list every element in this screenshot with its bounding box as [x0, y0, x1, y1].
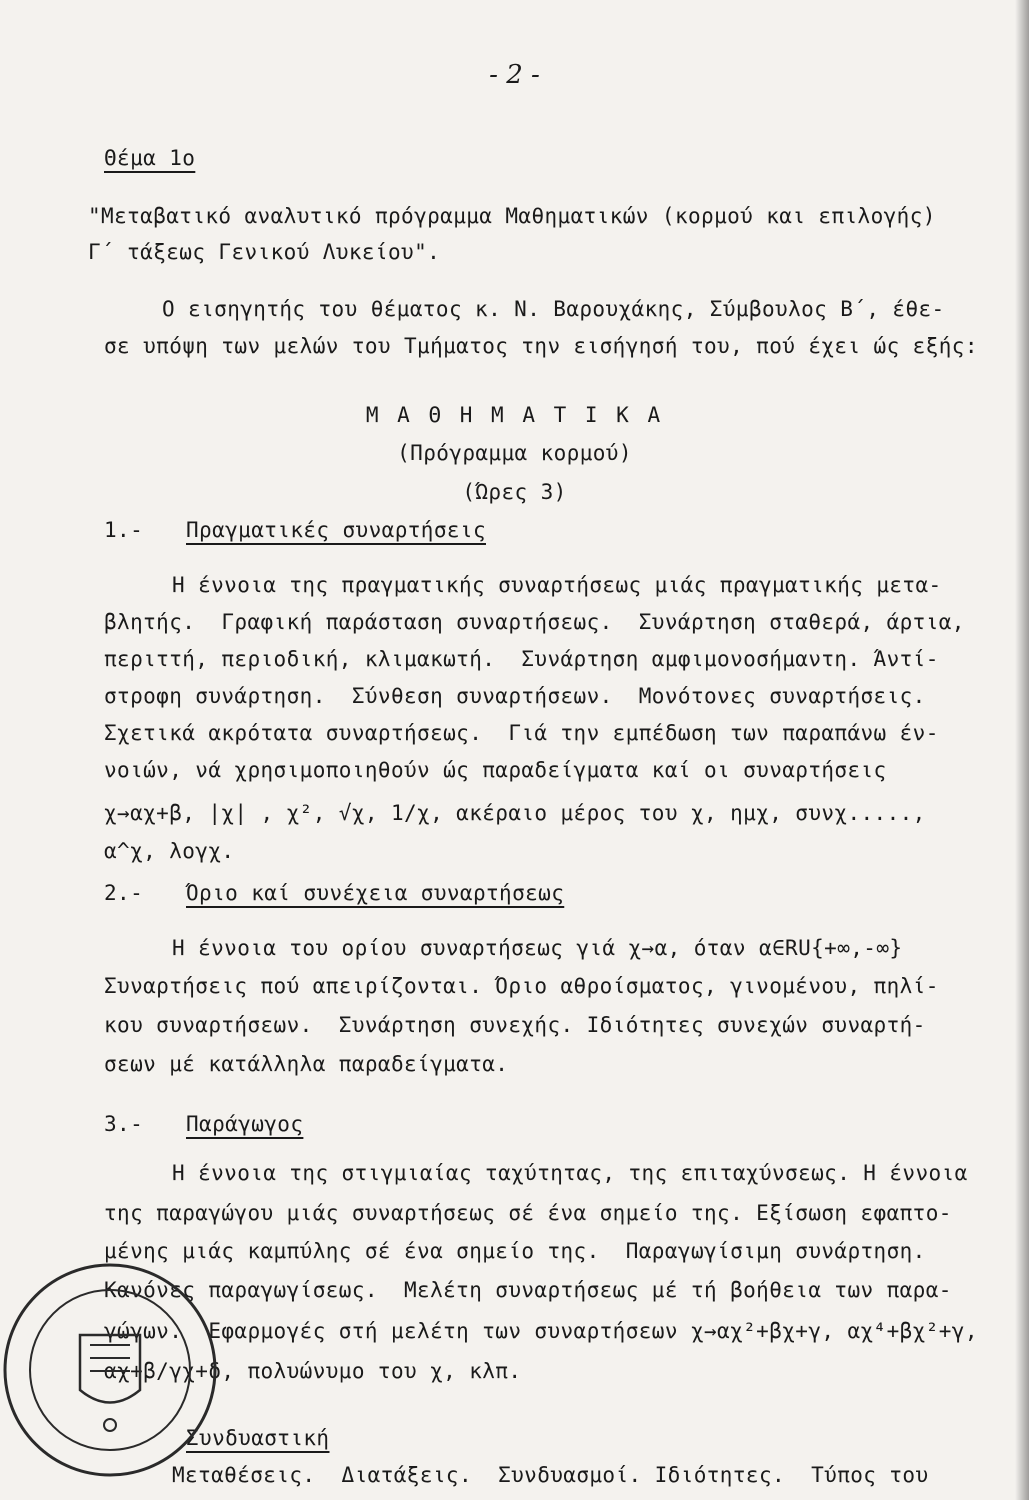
official-seal-stamp: [0, 1240, 230, 1500]
subject-heading: Θέμα 1ο: [104, 146, 196, 170]
section-1-line: στροφη συνάρτηση. Σύνθεση συναρτήσεων. Μονότονες συναρτήσεις.: [104, 684, 926, 708]
section-2-number: 2.-: [104, 881, 144, 905]
section-1-line: Η έννοια της πραγματικής συναρτήσεως μιάς πραγματικής μετα-: [172, 573, 942, 597]
section-1-line: χ→αχ+β, |χ| , χ², √χ, 1/χ, ακέραιο μέρος του χ, ημχ, συνχ.....,: [104, 801, 926, 825]
section-1-line: βλητής. Γραφική παράσταση συναρτήσεως. Συνάρτηση σταθερά, άρτια,: [104, 610, 965, 634]
section-3-line: Κανόνες παραγωγίσεως. Μελέτη συναρτήσεως μέ τή βοήθεια των παρα-: [104, 1278, 952, 1302]
section-3-line: της παραγώγου μιάς συναρτήσεως σέ ένα σημείο της. Εξίσωση εφαπτο-: [104, 1201, 952, 1225]
section-3-title: Παράγωγος: [186, 1112, 304, 1136]
report-line-2: σε υπόψη των μελών του Τμήματος την εισήγησή του, πού έχει ώς εξής:: [104, 334, 978, 358]
scan-edge-shadow: [1015, 0, 1029, 1500]
section-4-line: Μεταθέσεις. Διατάξεις. Συνδυασμοί. Ιδιότητες. Τύπος του: [172, 1463, 929, 1487]
section-2-line: κου συναρτήσεων. Συνάρτηση συνεχής. Ιδιότητες συνεχών συναρτή-: [104, 1013, 926, 1037]
section-4-title: Συνδυαστική: [186, 1426, 330, 1450]
hours-note: (Ώρες 3): [462, 480, 567, 504]
section-1-number: 1.-: [104, 518, 144, 542]
document-title: Μ Α Θ Η Μ Α Τ Ι Κ Α: [365, 403, 664, 427]
section-3-line: αχ+β/γχ+δ, πολυώνυμο του χ, κλπ.: [104, 1359, 522, 1383]
section-1-title: Πραγματικές συναρτήσεις: [186, 518, 486, 542]
section-3-number: 3.-: [104, 1112, 144, 1136]
page-number: - 2 -: [489, 60, 540, 90]
section-2-line: Η έννοια του ορίου συναρτήσεως γιά χ→α, όταν α∈RU{+∞,-∞}: [172, 936, 903, 960]
section-3-line: γώγων. Εφαρμογές στή μελέτη των συναρτήσεων χ→αχ²+βχ+γ, αχ⁴+βχ²+γ,: [104, 1319, 978, 1343]
document-subtitle: (Πρόγραμμα κορμού): [397, 441, 632, 465]
intro-line-1: "Μεταβατικό αναλυτικό πρόγραμμα Μαθηματικών (κορμού και επιλογής): [88, 204, 936, 228]
section-1-line: Σχετικά ακρότατα συναρτήσεως. Γιά την εμπέδωση των παραπάνω έν-: [104, 721, 939, 745]
intro-line-2: Γ΄ τάξεως Γενικού Λυκείου".: [88, 240, 441, 264]
section-2-title: Όριο καί συνέχεια συναρτήσεως: [186, 881, 565, 905]
section-3-line: Η έννοια της στιγμιαίας ταχύτητας, της επιταχύνσεως. Η έννοια: [172, 1161, 968, 1185]
section-3-line: μένης μιάς καμπύλης σέ ένα σημείο της. Παραγωγίσιμη συνάρτηση.: [104, 1239, 926, 1263]
section-2-line: σεων μέ κατάλληλα παραδείγματα.: [104, 1052, 509, 1076]
section-1-line: νοιών, νά χρησιμοποιηθούν ώς παραδείγματα καί οι συναρτήσεις: [104, 758, 887, 782]
section-1-line: α^χ, λογχ.: [104, 839, 235, 863]
report-line-1: Ο εισηγητής του θέματος κ. Ν. Βαρουχάκης, Σύμβουλος Β΄, έθε-: [162, 297, 945, 321]
section-2-line: Συναρτήσεις πού απειρίζονται. Όριο αθροίσματος, γινομένου, πηλί-: [104, 974, 939, 998]
section-1-line: περιττή, περιοδική, κλιμακωτή. Συνάρτηση αμφιμονοσήμαντη. Άντί-: [104, 647, 939, 671]
